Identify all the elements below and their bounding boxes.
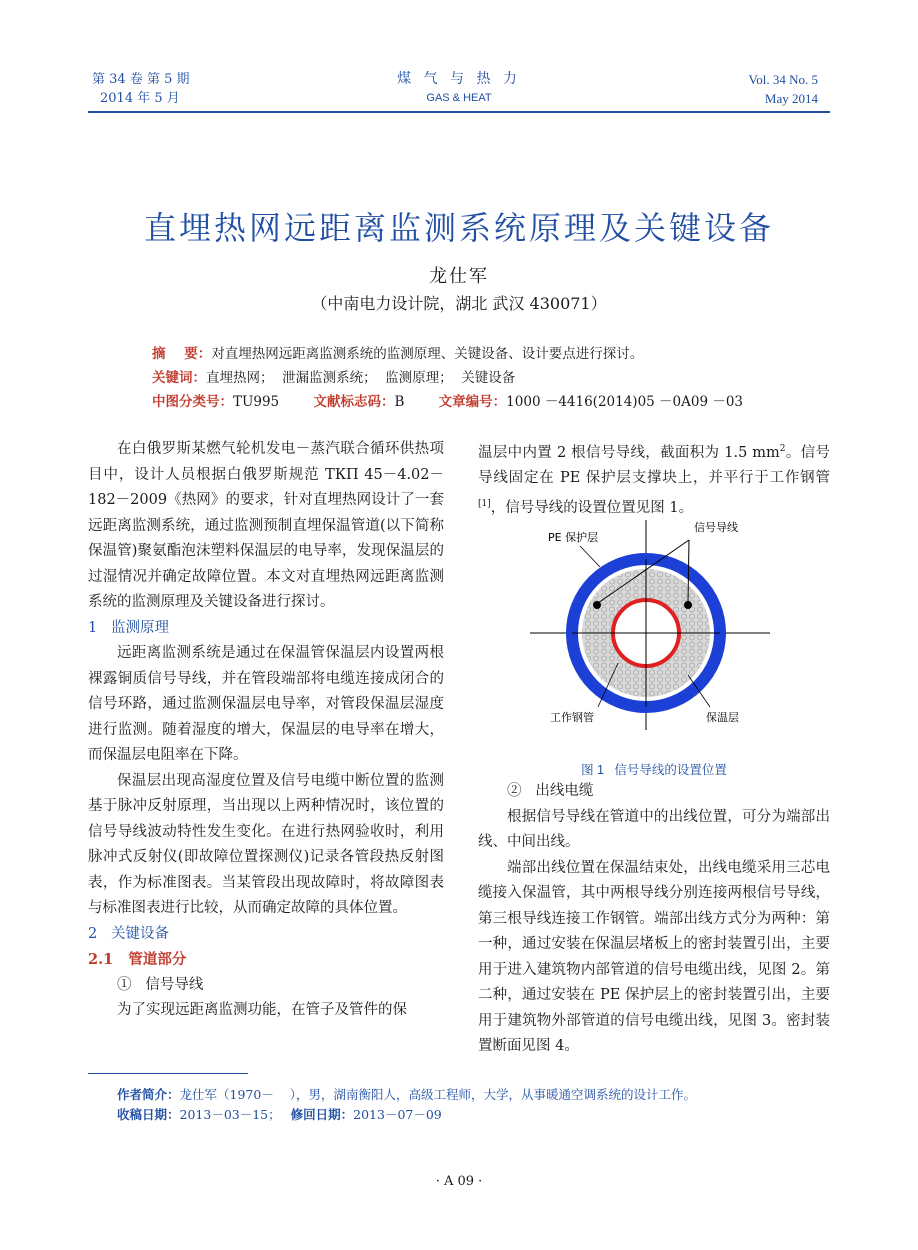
outlet-paragraph-2: 端部出线位置在保温结束处，出线电缆采用三芯电缆接入保温管，其中两根导线分别连接两根信号导线，第三根导线连接工作钢管。端部出线方式分为两种：第一种，通过安装在保温层堵板上的密封装置引出，主要用于进入建筑物内部管道的信号电缆出线，见图 2。第二种，通过安装在 PE 保护层上的密封装置引出，主要用于建筑物外部管道的信号电缆出线，见图 3。密封装置断面见图 4。 [478, 859, 830, 1054]
superscript: 2 [779, 444, 786, 454]
volume-issue: 第 34 卷 第 5 期 [92, 72, 190, 87]
item-outlet-cable-heading: ② 出线电缆 [507, 783, 594, 799]
outlet-paragraph-1: 根据信号导线在管道中的出线位置，可分为端部出线、中间出线。 [478, 808, 830, 850]
author-name: 龙仕军 [429, 266, 489, 287]
keywords [152, 368, 515, 388]
text-part: ，信号导线的设置位置见图 1。 [490, 499, 694, 516]
right-column-top [478, 437, 830, 521]
abstract [152, 344, 643, 364]
author-bio-label: 作者简介： [117, 1087, 180, 1102]
figure-1 [520, 515, 790, 735]
principle-paragraph-1: 远距离监测系统是通过在保温管保温层内设置两根裸露铜质信号导线，并在管段端部将电缆连接成闭合的信号环路，通过监测保温层电导率，对管段保温层湿度进行监测。随着湿度的增大，保温层的电导率在增大，而保温层电阻率在下降。 [88, 645, 444, 763]
left-column [88, 437, 444, 1024]
clc-value: TU995 [233, 394, 280, 410]
label-steel-pipe: 工作钢管 [550, 711, 594, 724]
signal-wire-continued [478, 437, 830, 521]
label-pe-layer: PE 保护层 [548, 531, 599, 544]
page-number: · A 09 · [435, 1174, 483, 1189]
footnote-rule [88, 1073, 248, 1074]
issue-date-cn: 2014 年 5 月 [100, 91, 180, 106]
keywords-text: 直埋热网； 泄漏监测系统； 监测原理； 关键设备 [206, 370, 516, 386]
volume-issue-en: Vol. 34 No. 5 [748, 72, 818, 87]
doc-code-label: 文献标志码： [313, 394, 395, 410]
revised-label: 修回日期： [290, 1107, 354, 1122]
abstract-text: 对直埋热网远距离监测系统的监测原理、关键设备、设计要点进行探讨。 [211, 346, 644, 362]
article-number-label: 文章编号： [438, 394, 507, 410]
section-2-1-heading: 2.1 管道部分 [88, 951, 187, 968]
label-signal-wire: 信号导线 [694, 521, 738, 534]
principle-paragraph-2: 保温层出现高湿度位置及信号电缆中断位置的监测基于脉冲反射原理，当出现以上两种情况时，该位置的信号导线波动特性发生变化。在进行热网验收时，利用脉冲式反射仪(即故障位置探测仪)记录各管段热反射图表，作为标准图表。当某管段出现故障时，将故障图表与标准图表进行比较，从而确定故障的具体位置。 [88, 772, 444, 916]
leader-line [580, 546, 600, 567]
signal-wire-right [684, 601, 692, 609]
received-label: 收稿日期： [117, 1107, 180, 1122]
signal-wire-paragraph: 为了实现远距离监测功能，在管子及管件的保 [117, 1002, 407, 1018]
keywords-label: 关键词： [152, 370, 206, 386]
issue-date-en: May 2014 [764, 91, 818, 106]
classification [152, 392, 743, 412]
text-part: 。信号导线固定在 PE 保护层支撑块上，并平行于工作钢管 [478, 444, 830, 487]
author-bio [117, 1085, 696, 1105]
revised-date: 2013－07－09 [353, 1107, 442, 1122]
item-signal-wire-heading: ① 信号导线 [117, 976, 204, 993]
journal-issue-en [749, 70, 818, 108]
received-date: 2013－03－15； [179, 1107, 281, 1122]
dates [117, 1105, 442, 1125]
author-bio-text: 龙仕军（1970－ ），男，湖南衡阳人，高级工程师，大学，从事暖通空调系统的设计工作。 [179, 1087, 696, 1102]
journal-name-cn: 煤 气 与 热 力 [397, 71, 521, 87]
journal-name-en: GAS & HEAT [426, 92, 492, 104]
section-1-heading: 1 监测原理 [88, 619, 170, 636]
section-2-heading: 2 关键设备 [88, 925, 170, 942]
clc-label: 中图分类号： [152, 394, 233, 410]
label-insulation: 保温层 [706, 711, 739, 724]
article-number-value: 1000 －4416(2014)05 －0A09 －03 [506, 394, 744, 410]
author-affiliation: （中南电力设计院，湖北 武汉 430071） [311, 294, 607, 313]
text-part: 温层中内置 2 根信号导线，截面积为 1.5 mm [478, 444, 780, 461]
right-column-bottom [478, 779, 830, 1060]
article-title: 直埋热网远距离监测系统原理及关键设备 [143, 209, 774, 247]
abstract-label: 摘 要： [152, 346, 212, 362]
intro-paragraph: 在白俄罗斯某燃气轮机发电－蒸汽联合循环供热项目中，设计人员根据白俄罗斯规范 ТКП 45－4.02－182－2009《热网》的要求，针对直埋热网设计了一套远距离监测系统，通过监测预制直埋保温管道(以下简称保温管)聚氨酯泡沫塑料保温层的电导率，发现保温层的过湿情况并确定故障位置。本文对直埋热网远距离监测系统的监测原理及关键设备进行探讨。 [88, 441, 444, 610]
citation-ref: [1] [478, 498, 491, 509]
doc-code-value: B [394, 394, 405, 410]
header-rule [88, 111, 830, 113]
figure-1-caption: 图 1 信号导线的设置位置 [581, 763, 727, 777]
